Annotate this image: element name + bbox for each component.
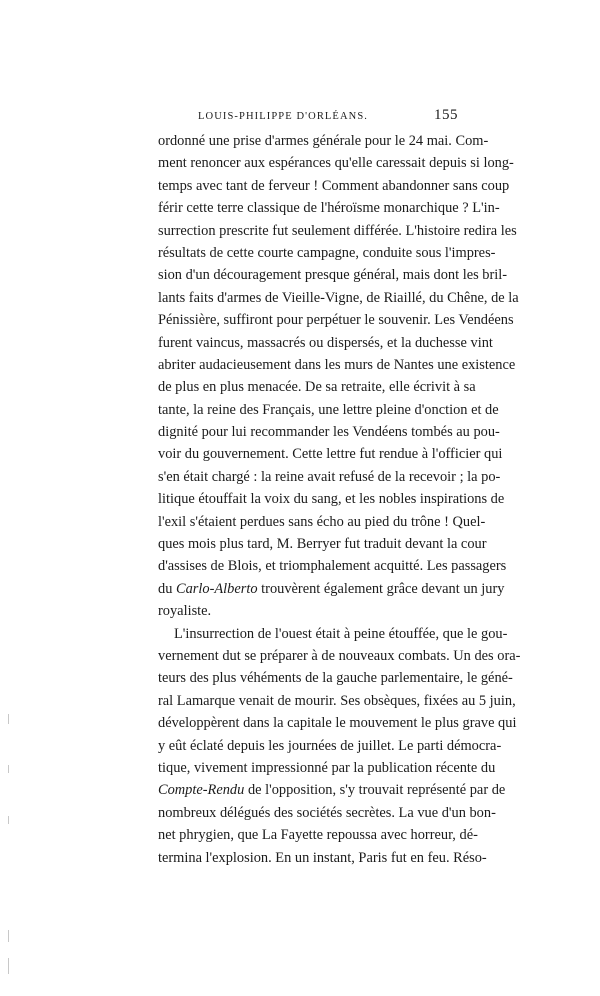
text-line: d'assises de Blois, et triomphalement acquitté. Les passagers [158, 558, 507, 575]
text-line: net phrygien, que La Fayette repoussa avec horreur, dé- [158, 827, 478, 844]
text-line: développèrent dans la capitale le mouvement le plus grave qui [158, 715, 517, 732]
publication-title: Compte-Rendu [158, 782, 245, 799]
text-segment: du [158, 580, 173, 597]
scan-mark [8, 714, 9, 724]
text-line: s'en était chargé : la reine avait refusé de la recevoir ; la po- [158, 468, 501, 485]
text-line: résultats de cette courte campagne, conduite sous l'impres- [158, 244, 496, 261]
text-line: L'insurrection de l'ouest était à peine étouffée, que le gou- [174, 625, 508, 642]
text-line: dignité pour lui recommander les Vendéens tombés au pou- [158, 424, 500, 441]
text-line: litique étouffait la voix du sang, et les nobles inspirations de [158, 491, 505, 508]
text-line: ment renoncer aux espérances qu'elle caressait depuis si long- [158, 155, 514, 172]
text-line: ral Lamarque venait de mourir. Ses obsèques, fixées au 5 juin, [158, 692, 516, 709]
scan-mark [8, 816, 9, 824]
text-line: vernement dut se préparer à de nouveaux combats. Un des ora- [158, 647, 521, 664]
text-line: ques mois plus tard, M. Berryer fut traduit devant la cour [158, 536, 487, 553]
ship-name: Carlo-Alberto [176, 580, 258, 597]
running-title: LOUIS-PHILIPPE D'ORLÉANS. [198, 111, 368, 122]
text-line: nombreux délégués des sociétés secrètes. La vue d'un bon- [158, 804, 496, 821]
text-line: ordonné une prise d'armes générale pour le 24 mai. Com- [158, 133, 489, 149]
text-segment: de l'opposition, s'y trouvait représenté par de [247, 782, 506, 799]
text-line: temps avec tant de ferveur ! Comment abandonner sans coup [158, 177, 510, 194]
text-line: de plus en plus menacée. De sa retraite, elle écrivit à sa [158, 379, 476, 396]
text-segment: trouvèrent également grâce devant un jury [261, 580, 505, 597]
text-line: lants faits d'armes de Vieille-Vigne, de Riaillé, du Chêne, de la [158, 289, 519, 306]
scan-mark [8, 930, 9, 942]
text-line: Pénissière, suffiront pour perpétuer le souvenir. Les Vendéens [158, 312, 514, 329]
scan-mark [8, 765, 9, 773]
text-line: y eût éclaté depuis les journées de juillet. Le parti démocra- [158, 737, 502, 754]
text-line: abriter audacieusement dans les murs de Nantes une existence [158, 356, 516, 373]
text-line: sion d'un découragement presque général, mais dont les bril- [158, 267, 508, 284]
text-line: royaliste. [158, 603, 212, 620]
body-text [158, 130, 521, 869]
text-line: surrection prescrite fut seulement différée. L'histoire redira les [158, 222, 517, 239]
text-line: l'exil s'étaient perdues sans écho au pied du trône ! Quel- [158, 513, 486, 530]
text-line: férir cette terre classique de l'héroïsme monarchique ? L'in- [158, 200, 500, 217]
page-number: 155 [434, 107, 458, 123]
scan-mark [8, 958, 9, 974]
text-line: teurs des plus véhéments de la gauche parlementaire, le géné- [158, 670, 513, 687]
text-line: voir du gouvernement. Cette lettre fut rendue à l'officier qui [158, 446, 503, 463]
text-line: furent vaincus, massacrés ou dispersés, et la duchesse vint [158, 334, 493, 351]
text-line [158, 578, 505, 600]
scan-margin-marks [8, 0, 12, 996]
text-line: tique, vivement impressionné par la publication récente du [158, 759, 496, 776]
page-header [158, 107, 458, 127]
text-line [158, 779, 506, 801]
text-line: termina l'explosion. En un instant, Paris fut en feu. Réso- [158, 849, 487, 866]
text-line: tante, la reine des Français, une lettre pleine d'onction et de [158, 401, 499, 418]
